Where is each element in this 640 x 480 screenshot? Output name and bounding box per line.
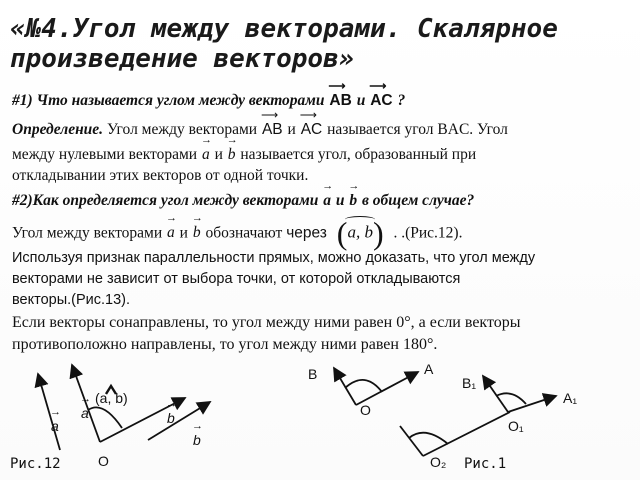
angle-notation-text: a, b xyxy=(347,222,373,242)
definition-conj-2: и xyxy=(214,146,223,163)
fig13-segment-o2 xyxy=(423,412,510,456)
question-1-end: ? xyxy=(397,92,406,109)
question-1-conj: и xyxy=(356,92,366,109)
fig12-label-a-2: → a xyxy=(50,418,60,434)
question-1-number: #1) xyxy=(12,92,33,109)
paragraph-1-line-1: Используя признак параллельности прямых, можно доказать, что угол между xyxy=(12,250,536,266)
definition-vector-ac: ⟶ AC xyxy=(300,121,324,139)
definition-text-2: называется угол BAC. Угол xyxy=(327,121,508,138)
fig12-angle-arc xyxy=(88,407,122,428)
fig13-label-o2: O₂ xyxy=(430,454,447,470)
vector-b: → b xyxy=(227,146,237,164)
notation-line xyxy=(12,215,462,252)
fig13-ray-ob xyxy=(334,368,356,405)
notation-conj: и xyxy=(179,224,188,242)
angle-notation: ( a, b) xyxy=(336,215,384,251)
fig13-arc-o2 xyxy=(409,433,448,444)
question-2-vector-a: → a xyxy=(322,192,332,210)
fig12-label-b-2: → b xyxy=(192,432,202,448)
question-2-vector-b: → b xyxy=(348,192,358,210)
notation-after: . .(Рис.12). xyxy=(393,224,463,242)
fig13-label-o1: O₁ xyxy=(508,418,524,434)
fig13-ray-o1a1 xyxy=(508,396,556,412)
fig12-angle-label: (a, b) xyxy=(95,390,128,406)
definition-line-2-before: между нулевыми векторами xyxy=(12,146,198,163)
paragraph-1-line-2: векторами не зависит от выбора точки, от которой откладываются xyxy=(12,271,461,287)
paragraph-2-line-1: Если векторы сонаправлены, то угол между ними равен 0°, а если векторы xyxy=(12,314,521,331)
definition-line-1 xyxy=(12,121,508,139)
notation-vector-a: → a xyxy=(166,224,176,242)
question-1-text: Что называется углом между векторами xyxy=(36,92,325,109)
question-2 xyxy=(12,192,474,210)
vector-ac: ⟶ AC xyxy=(369,92,393,110)
vector-ab: ⟶ AB xyxy=(328,92,352,110)
definition-text-1: Угол между векторами xyxy=(106,121,258,138)
fig13-arc-o1 xyxy=(496,393,526,404)
question-2-conj: и xyxy=(335,192,345,209)
definition-label: Определение. xyxy=(12,121,104,138)
notation-vector-b: → b xyxy=(192,224,202,242)
fig13-arc-o xyxy=(345,380,382,392)
question-2-text: #2)Как определяется угол между векторами xyxy=(12,192,319,209)
notation-before: Угол между векторами xyxy=(12,224,163,242)
question-1 xyxy=(12,92,405,110)
fig13-ray-oa xyxy=(356,372,418,405)
definition-line-2-after: называется угол, образованный при xyxy=(240,146,477,163)
fig12-label-o: O xyxy=(98,453,109,469)
fig13-label-a: A xyxy=(424,361,434,377)
fig12-label-a-1: → a xyxy=(80,405,90,421)
definition-conj: и xyxy=(287,121,296,138)
fig13-label-o: O xyxy=(360,402,371,418)
fig13-segment-o2-left xyxy=(400,426,423,456)
definition-vector-ab: ⟶ AB xyxy=(261,121,284,139)
fig13-label-b1: B₁ xyxy=(462,375,477,391)
definition-line-3: откладывании этих векторов от одной точки. xyxy=(12,167,309,184)
notation-via: через xyxy=(286,224,327,242)
definition-line-2 xyxy=(12,146,476,164)
slide-title: «№4.Угол между векторами. Скалярное произведение векторов» xyxy=(10,14,558,74)
fig12-label-b-1: → b xyxy=(166,410,176,426)
fig13-ray-o1b1 xyxy=(483,376,508,412)
fig13-caption: Рис.1 xyxy=(464,456,507,472)
fig13-label-a1: A₁ xyxy=(563,390,578,406)
notation-middle: обозначают xyxy=(205,224,283,242)
fig12-caption: Рис.12 xyxy=(10,456,61,472)
question-2-after: в общем случае? xyxy=(362,192,475,209)
paragraph-1-line-3: векторы.(Рис.13). xyxy=(12,292,131,308)
fig13-label-b: B xyxy=(308,366,318,382)
vector-a: → a xyxy=(201,146,211,164)
paragraph-2-line-2: противоположно направлены, то угол между ними равен 180°. xyxy=(12,336,438,353)
